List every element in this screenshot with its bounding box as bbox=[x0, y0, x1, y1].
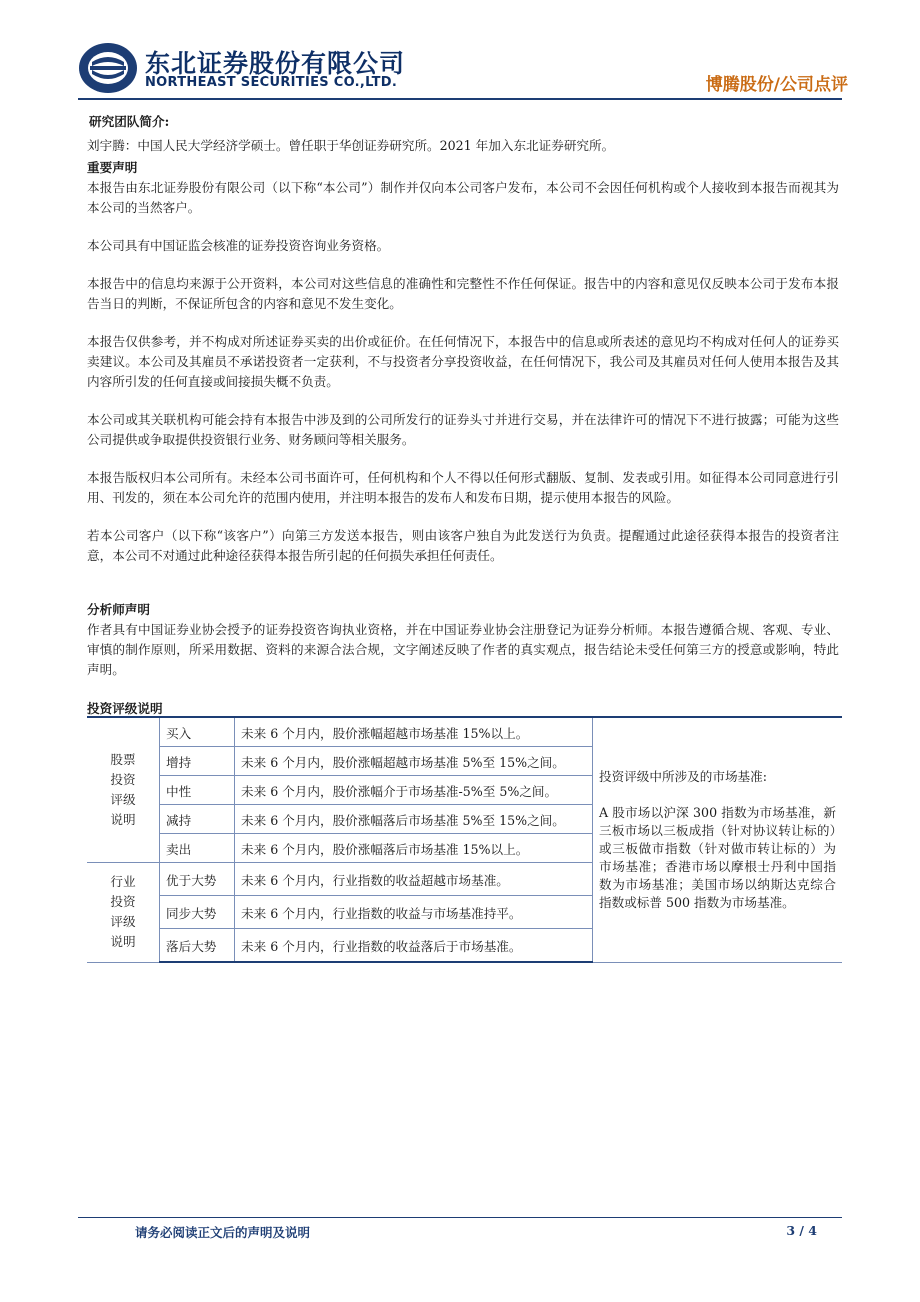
rating-desc: 未来 6 个月内，股价涨幅落后市场基准 15%以上。 bbox=[235, 834, 593, 863]
analyst-title: 分析师声明 bbox=[87, 602, 150, 617]
rating-label: 买入 bbox=[160, 717, 235, 747]
disclaimer-paragraph: 本报告中的信息均来源于公开资料，本公司对这些信息的准确性和完整性不作任何保证。报告中的内容和意见仅反映本公司于发布本报告当日的判断，不保证所包含的内容和意见不发生变化。 bbox=[87, 276, 839, 311]
footer-notice: 请务必阅读正文后的声明及说明 bbox=[135, 1225, 311, 1240]
rating-desc: 未来 6 个月内，股价涨幅超越市场基准 5%至 15%之间。 bbox=[235, 747, 593, 776]
rating-desc: 未来 6 个月内，股价涨幅落后市场基准 5%至 15%之间。 bbox=[235, 805, 593, 834]
rating-desc: 未来 6 个月内，股价涨幅介于市场基准-5%至 5%之间。 bbox=[235, 776, 593, 805]
disclaimer-paragraph: 本报告版权归本公司所有。未经本公司书面许可，任何机构和个人不得以任何形式翻版、复制、发表或引用。如征得本公司同意进行引用、刊发的，须在本公司允许的范围内使用，并注明本报告的发布人和发布日期，提示使用本报告的风险。 bbox=[87, 470, 839, 505]
disclaimer-paragraph: 本报告仅供参考，并不构成对所述证券买卖的出价或征价。在任何情况下，本报告中的信息或所表述的意见均不构成对任何人的证券买卖建议。本公司及其雇员不承诺投资者一定获利，不与投资者分享投资收益，在任何情况下，我公司及其雇员对任何人使用本报告及其内容所引发的任何直接或间接损失概不负责。 bbox=[87, 334, 839, 389]
rating-table bbox=[87, 716, 842, 963]
rating-desc: 未来 6 个月内，行业指数的收益超越市场基准。 bbox=[235, 863, 593, 896]
disclaimer-paragraph: 本公司具有中国证监会核准的证券投资咨询业务资格。 bbox=[87, 238, 390, 253]
rating-desc: 未来 6 个月内，行业指数的收益与市场基准持平。 bbox=[235, 896, 593, 929]
disclaimer-paragraph: 本公司或其关联机构可能会持有本报告中涉及到的公司所发行的证券头寸并进行交易，并在法律许可的情况下不进行披露；可能为这些公司提供或争取提供投资银行业务、财务顾问等相关服务。 bbox=[87, 412, 839, 447]
benchmark-title: 投资评级中所涉及的市场基准: bbox=[599, 768, 767, 784]
stock-category: 股票投资评级说明 bbox=[87, 717, 160, 863]
rating-desc: 未来 6 个月内，行业指数的收益落后于市场基准。 bbox=[235, 929, 593, 963]
team-member: 刘宇腾：中国人民大学经济学硕士。曾任职于华创证券研究所。2021 年加入东北证券研究所。 bbox=[87, 138, 615, 153]
disclaimer-title: 重要声明 bbox=[87, 160, 138, 175]
page-number: 3 / 4 bbox=[786, 1223, 817, 1238]
industry-category: 行业投资评级说明 bbox=[87, 863, 160, 963]
company-name-cn: 东北证券股份有限公司 bbox=[145, 49, 406, 78]
rating-label: 减持 bbox=[160, 805, 235, 834]
analyst-statement: 作者具有中国证券业协会授予的证券投资咨询执业资格，并在中国证券业协会注册登记为证券分析师。本报告遵循合规、客观、专业、审慎的制作原则，所采用数据、资料的来源合法合规，文字阐述反映了作者的真实观点，报告结论未受任何第三方的授意或影响，特此声明。 bbox=[87, 622, 839, 677]
rating-label: 中性 bbox=[160, 776, 235, 805]
rating-label: 优于大势 bbox=[160, 863, 235, 896]
disclaimer-paragraph: 本报告由东北证券股份有限公司（以下称“本公司”）制作并仅向本公司客户发布，本公司不会因任何机构或个人接收到本报告而视其为本公司的当然客户。 bbox=[87, 180, 839, 215]
page-header bbox=[0, 0, 920, 105]
table-row bbox=[87, 717, 842, 747]
disclaimer-paragraph: 若本公司客户（以下称“该客户”）向第三方发送本报告，则由该客户独自为此发送行为负责。提醒通过此途径获得本报告的投资者注意，本公司不对通过此种途径获得本报告所引起的任何损失承担任何责任。 bbox=[87, 528, 839, 563]
report-tag: 博腾股份/公司点评 bbox=[705, 75, 848, 95]
benchmark-cell bbox=[593, 717, 843, 962]
header-divider bbox=[78, 98, 842, 100]
team-title: 研究团队简介: bbox=[89, 114, 170, 129]
main-content bbox=[87, 112, 839, 680]
company-logo-icon bbox=[78, 42, 138, 94]
rating-label: 增持 bbox=[160, 747, 235, 776]
rating-desc: 未来 6 个月内，股价涨幅超越市场基准 15%以上。 bbox=[235, 717, 593, 747]
rating-label: 落后大势 bbox=[160, 929, 235, 963]
company-name-en: NORTHEAST SECURITIES CO.,LTD. bbox=[145, 75, 398, 90]
footer-divider bbox=[78, 1217, 842, 1218]
benchmark-text: A 股市场以沪深 300 指数为市场基准，新三板市场以三板成指（针对协议转让标的）或三板做市指数（针对做市转让标的）为市场基准；香港市场以摩根士丹利中国指数为市场基准；美国市场以纳斯达克综合指数或标普 500 指数为市场基准。 bbox=[599, 804, 836, 910]
rating-label: 卖出 bbox=[160, 834, 235, 863]
rating-label: 同步大势 bbox=[160, 896, 235, 929]
rating-title: 投资评级说明 bbox=[87, 701, 163, 716]
